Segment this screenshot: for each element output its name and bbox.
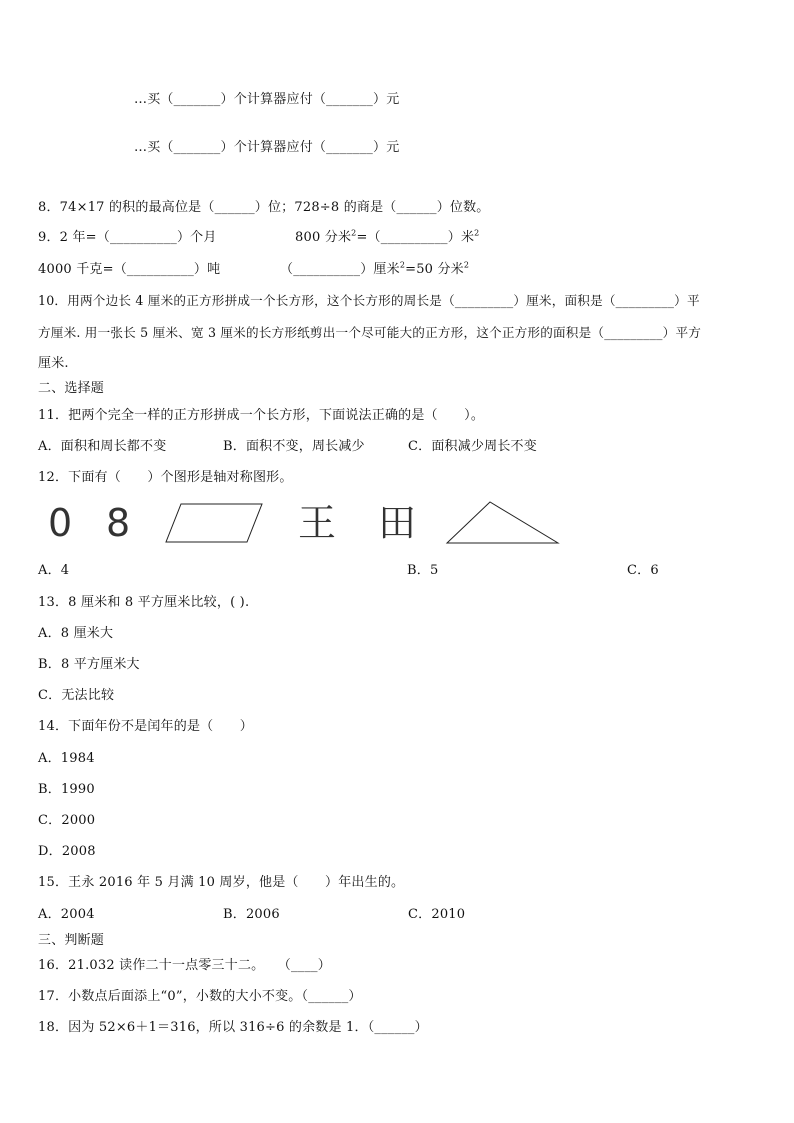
question-15: 15．王永 2016 年 5 月满 10 周岁，他是（ ）年出生的。 xyxy=(38,875,405,890)
q14-option-c: C．2000 xyxy=(38,813,96,828)
question-13: 13．8 厘米和 8 平方厘米比较，( ). xyxy=(38,595,250,610)
obtuse-triangle-shape-icon xyxy=(444,498,562,548)
question-16: 16．21.032 读作二十一点零三十二。 （____） xyxy=(38,958,331,973)
q9b-sup2: 2 xyxy=(474,228,480,238)
question-10-line-1: 10．用两个边长 4 厘米的正方形拼成一个长方形，这个长方形的周长是（_________）厘米，面积是（_________）平 xyxy=(38,293,700,308)
q14-option-a: A．1984 xyxy=(38,751,95,766)
q11-option-a: A．面积和周长都不变 xyxy=(38,439,167,454)
question-18: 18．因为 52×6＋1＝316，所以 316÷6 的余数是 1．（______） xyxy=(38,1020,428,1035)
figure-digit-eight: 8 xyxy=(106,501,131,545)
q13-option-a: A．8 厘米大 xyxy=(38,626,114,641)
line-calc-2: …买（_______）个计算器应付（_______）元 xyxy=(134,140,400,155)
question-12: 12．下面有（ ）个图形是轴对称图形。 xyxy=(38,470,293,485)
parallelogram-shape-icon xyxy=(160,500,270,548)
q11-option-c: C．面积减少周长不变 xyxy=(408,439,537,454)
figure-digit-zero: 0 xyxy=(48,501,73,545)
q13-option-b: B．8 平方厘米大 xyxy=(38,657,140,672)
q13-option-c: C．无法比较 xyxy=(38,688,115,703)
q15-option-a: A．2004 xyxy=(38,907,95,922)
q15-option-b: B．2006 xyxy=(223,907,280,922)
q15-option-c: C．2010 xyxy=(408,907,466,922)
q9b-sup: 2 xyxy=(351,228,357,238)
question-9-part-b xyxy=(295,230,479,246)
q9b-pre: 800 分米 xyxy=(295,230,352,245)
q9d-pre: （__________）厘米 xyxy=(280,262,400,277)
question-9-part-a: 9．2 年=（__________）个月 xyxy=(38,230,217,245)
line-calc-1: …买（_______）个计算器应付（_______）元 xyxy=(134,92,400,107)
q9d-sup2: 2 xyxy=(463,260,470,270)
q12-option-b: B．5 xyxy=(407,563,439,578)
figure-char-wang: 王 xyxy=(298,501,337,545)
figure-char-tian: 田 xyxy=(378,501,417,545)
question-9-part-c: 4000 千克=（__________）吨 xyxy=(38,262,221,277)
section-heading-judge: 三、判断题 xyxy=(38,933,105,948)
question-9-part-d xyxy=(280,262,469,278)
section-heading-choice: 二、选择题 xyxy=(38,381,105,396)
q9d-post: =50 分米 xyxy=(405,262,464,277)
q11-option-b: B．面积不变，周长减少 xyxy=(223,439,365,454)
question-14: 14．下面年份不是闰年的是（ ） xyxy=(38,719,253,734)
q14-option-d: D．2008 xyxy=(38,844,96,859)
q14-option-b: B．1990 xyxy=(38,782,95,797)
question-10-line-3: 厘米. xyxy=(38,356,69,371)
question-11: 11．把两个完全一样的正方形拼成一个长方形，下面说法正确的是（ ）。 xyxy=(38,408,485,423)
q12-option-a: A．4 xyxy=(38,563,70,578)
question-17: 17．小数点后面添上“0”，小数的大小不变。（______） xyxy=(38,989,362,1004)
question-10-line-2: 方厘米. 用一张长 5 厘米、宽 3 厘米的长方形纸剪出一个尽可能大的正方形，这个正方形的面积是（_________）平方 xyxy=(38,325,702,340)
q12-option-c: C．6 xyxy=(627,563,659,578)
question-8: 8．74×17 的积的最高位是（______）位；728÷8 的商是（______）位数。 xyxy=(38,200,490,215)
q9d-sup: 2 xyxy=(399,260,406,270)
q9b-post: =（__________）米 xyxy=(356,230,475,245)
